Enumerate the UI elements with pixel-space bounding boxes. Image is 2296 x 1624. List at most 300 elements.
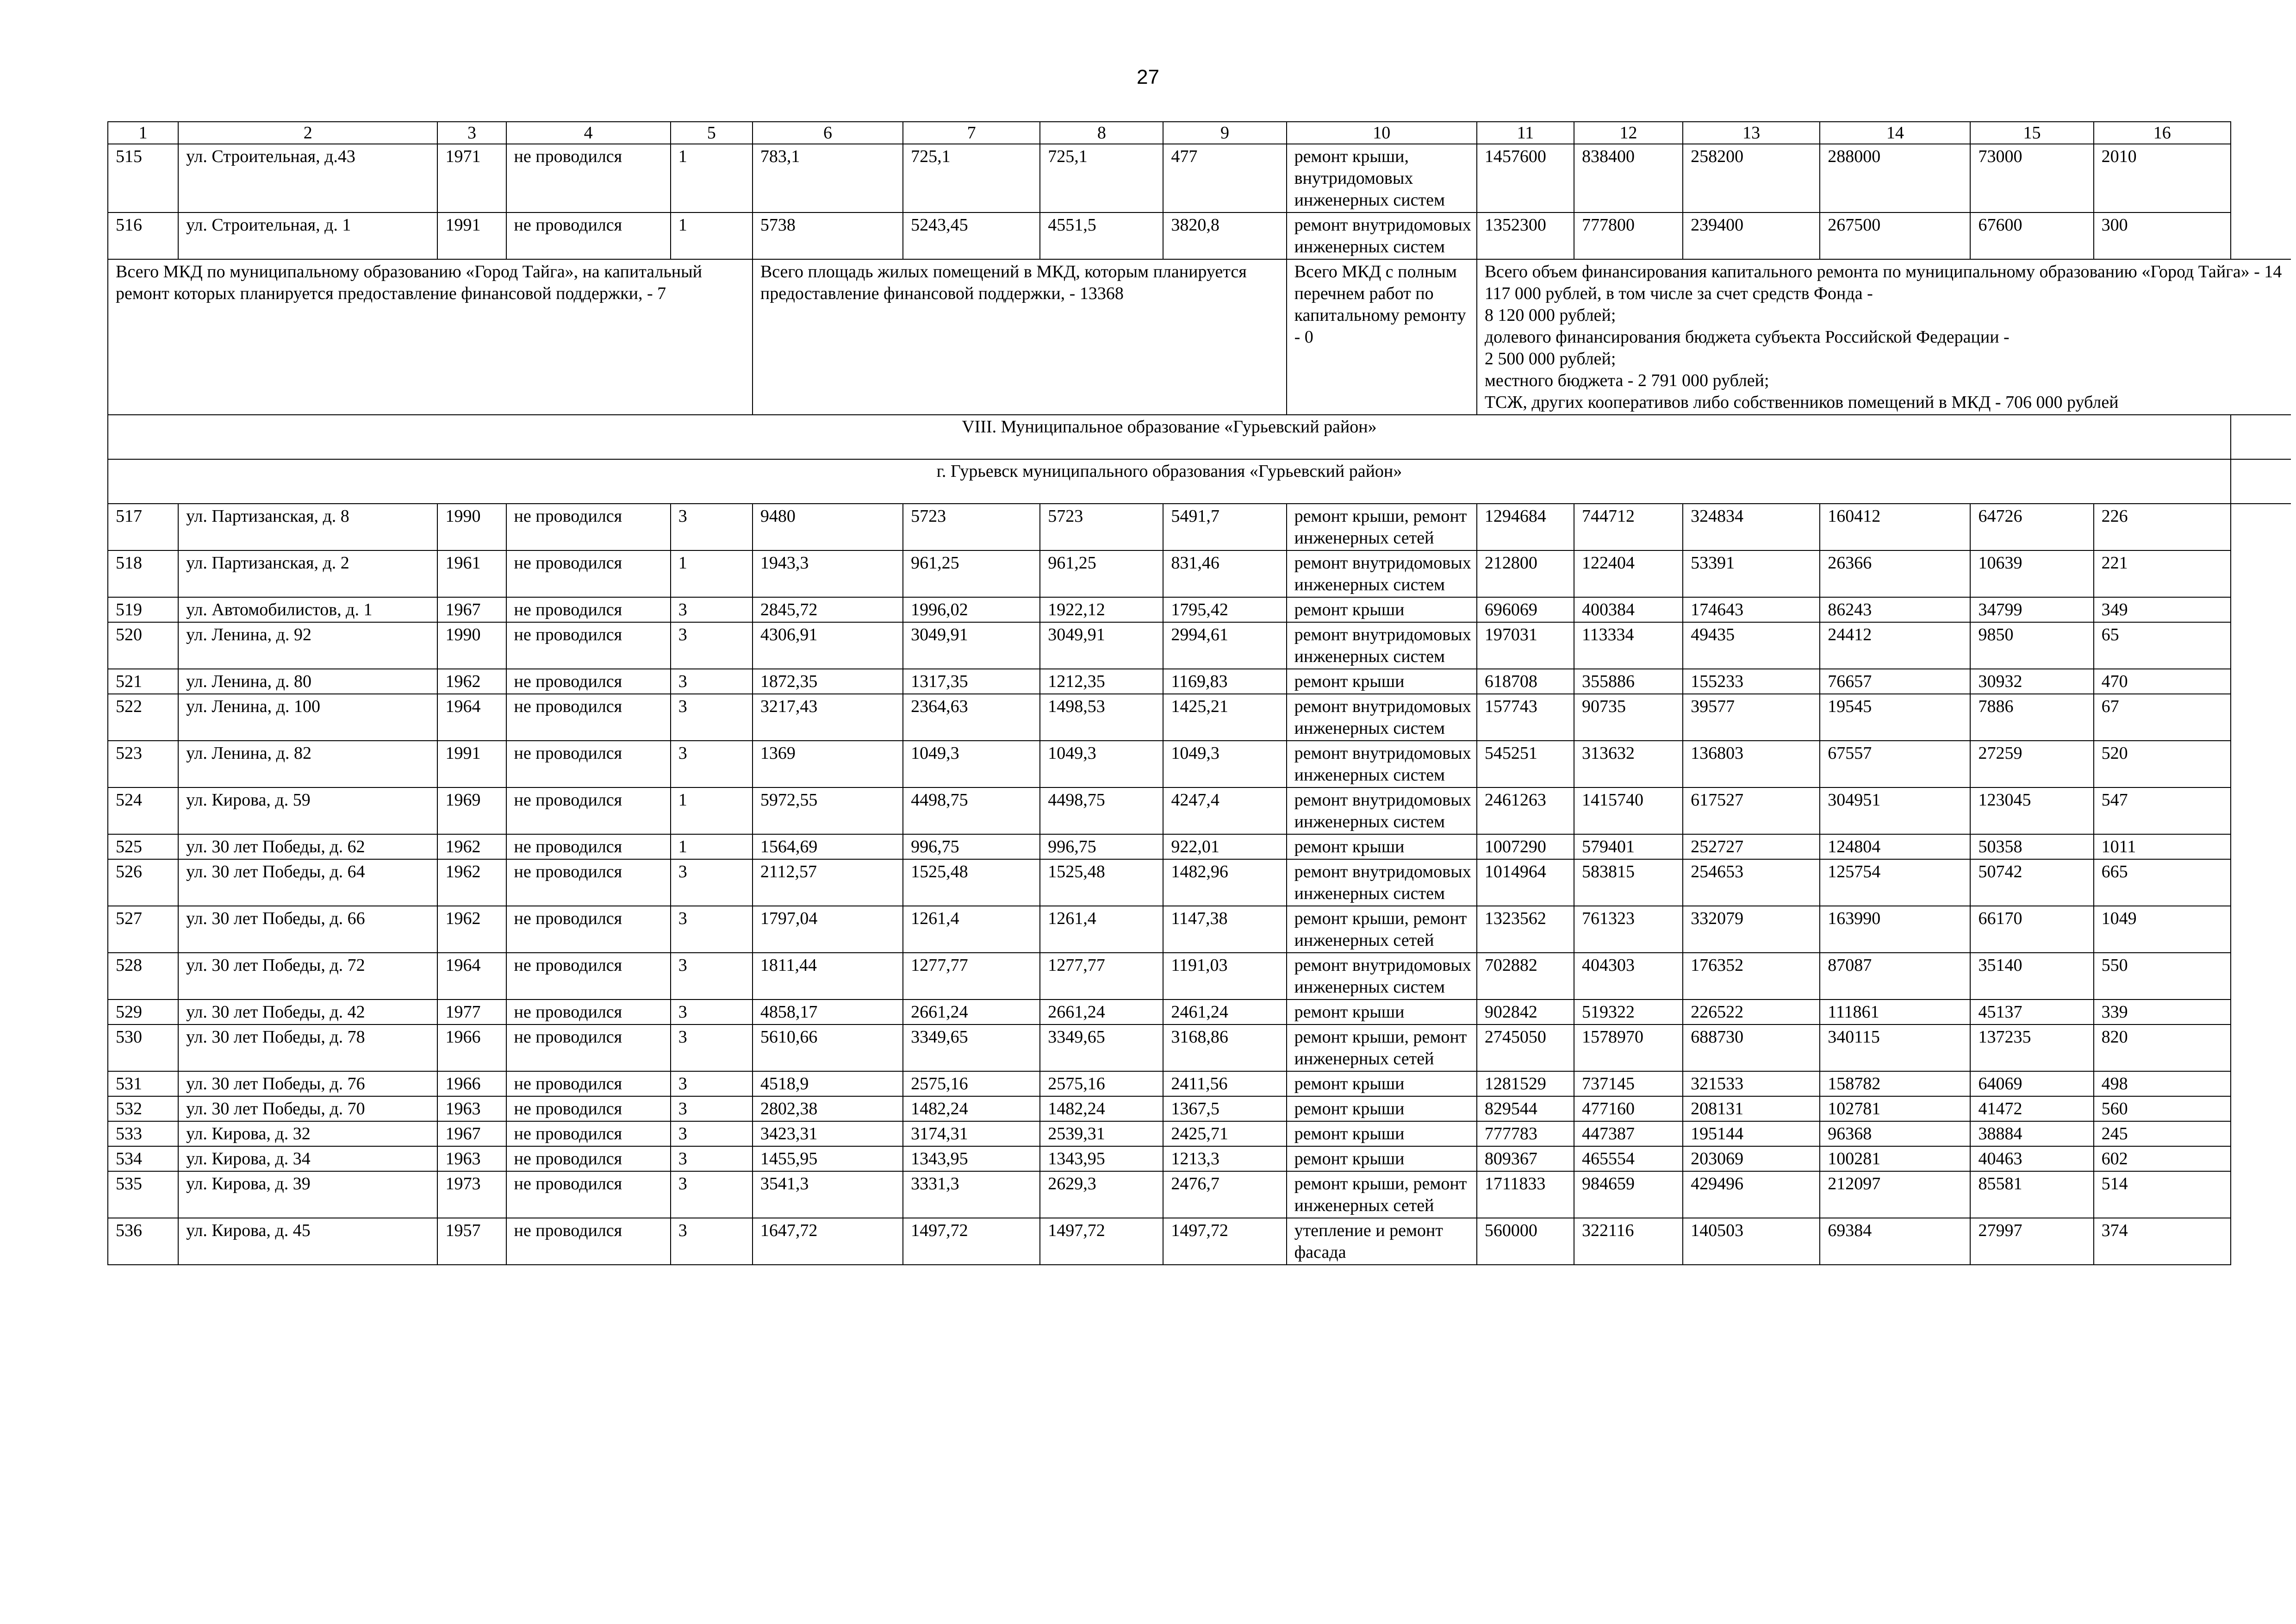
cell-c11: 1457600 [1477, 144, 1574, 212]
cell-c13: 176352 [1683, 953, 1820, 999]
financing-line: долевого финансирования бюджета субъекта Российской Федерации - [1484, 327, 2010, 347]
summary-financing [1477, 259, 2291, 415]
cell-c9: 1367,5 [1163, 1096, 1286, 1121]
section-gutter [2231, 415, 2291, 459]
cell-c15: 85581 [1970, 1171, 2093, 1218]
cell-c14: 267500 [1820, 212, 1970, 259]
cell-c11: 212800 [1477, 550, 1574, 597]
cell-n: 524 [108, 787, 178, 834]
row-gutter [2231, 1146, 2291, 1171]
table-row [108, 550, 2291, 597]
cell-c9: 1191,03 [1163, 953, 1286, 999]
cell-year: 1969 [437, 787, 506, 834]
cell-c5: 1 [671, 144, 753, 212]
cell-addr: ул. Партизанская, д. 2 [178, 550, 437, 597]
cell-c7: 1343,95 [903, 1146, 1040, 1171]
table-row [108, 597, 2291, 622]
cell-c13: 53391 [1683, 550, 1820, 597]
cell-last: не проводился [506, 1146, 671, 1171]
cell-c6: 1872,35 [753, 669, 903, 694]
cell-addr: ул. Автомобилистов, д. 1 [178, 597, 437, 622]
cell-c16: 67 [2094, 694, 2231, 741]
cell-addr: ул. Кирова, д. 32 [178, 1121, 437, 1146]
cell-c6: 4858,17 [753, 999, 903, 1024]
cell-year: 1967 [437, 1121, 506, 1146]
table-row [108, 694, 2291, 741]
cell-c13: 688730 [1683, 1024, 1820, 1071]
cell-c14: 76657 [1820, 669, 1970, 694]
table-row [108, 999, 2291, 1024]
cell-c15: 35140 [1970, 953, 2093, 999]
cell-c15: 64069 [1970, 1071, 2093, 1096]
column-header-13: 13 [1683, 122, 1820, 144]
cell-work: ремонт крыши [1287, 1071, 1477, 1096]
cell-n: 528 [108, 953, 178, 999]
cell-c6: 1797,04 [753, 906, 903, 953]
row-gutter [2231, 212, 2291, 259]
cell-n: 518 [108, 550, 178, 597]
cell-c12: 583815 [1574, 859, 1683, 906]
cell-c11: 1294684 [1477, 504, 1574, 550]
cell-year: 1991 [437, 741, 506, 787]
financing-line: ТСЖ, других кооперативов либо собственников помещений в МКД - 706 000 рублей [1484, 393, 2119, 412]
section-heading-title: VIII. Муниципальное образование «Гурьевский район» [108, 415, 2231, 459]
cell-c15: 34799 [1970, 597, 2093, 622]
cell-c13: 203069 [1683, 1146, 1820, 1171]
financing-line: 8 120 000 рублей; [1484, 306, 1616, 325]
cell-c11: 197031 [1477, 622, 1574, 669]
cell-c16: 498 [2094, 1071, 2231, 1096]
cell-work: ремонт внутридомовых инженерных систем [1287, 859, 1477, 906]
cell-work: ремонт внутридомовых инженерных систем [1287, 787, 1477, 834]
cell-last: не проводился [506, 504, 671, 550]
cell-c12: 744712 [1574, 504, 1683, 550]
cell-year: 1963 [437, 1146, 506, 1171]
cell-c9: 477 [1163, 144, 1286, 212]
cell-c15: 10639 [1970, 550, 2093, 597]
cell-n: 521 [108, 669, 178, 694]
cell-c11: 809367 [1477, 1146, 1574, 1171]
cell-c12: 777800 [1574, 212, 1683, 259]
cell-year: 1964 [437, 694, 506, 741]
cell-c9: 2994,61 [1163, 622, 1286, 669]
cell-n: 527 [108, 906, 178, 953]
row-gutter [2231, 597, 2291, 622]
cell-c7: 4498,75 [903, 787, 1040, 834]
cell-c9: 3820,8 [1163, 212, 1286, 259]
table-row [108, 669, 2291, 694]
cell-c8: 1261,4 [1040, 906, 1163, 953]
cell-last: не проводился [506, 1096, 671, 1121]
cell-n: 526 [108, 859, 178, 906]
cell-addr: ул. Строительная, д. 1 [178, 212, 437, 259]
cell-c5: 3 [671, 906, 753, 953]
cell-c9: 1213,3 [1163, 1146, 1286, 1171]
cell-addr: ул. Кирова, д. 34 [178, 1146, 437, 1171]
cell-c9: 1497,72 [1163, 1218, 1286, 1265]
column-header-16: 16 [2094, 122, 2231, 144]
cell-c6: 4306,91 [753, 622, 903, 669]
cell-year: 1963 [437, 1096, 506, 1121]
cell-c13: 617527 [1683, 787, 1820, 834]
cell-n: 520 [108, 622, 178, 669]
cell-c7: 1277,77 [903, 953, 1040, 999]
cell-c16: 349 [2094, 597, 2231, 622]
cell-c16: 520 [2094, 741, 2231, 787]
cell-c5: 3 [671, 504, 753, 550]
cell-year: 1966 [437, 1071, 506, 1096]
cell-c7: 1525,48 [903, 859, 1040, 906]
cell-c13: 321533 [1683, 1071, 1820, 1096]
table-row [108, 1024, 2291, 1071]
cell-c16: 602 [2094, 1146, 2231, 1171]
cell-c8: 4551,5 [1040, 212, 1163, 259]
cell-c8: 996,75 [1040, 834, 1163, 859]
cell-c15: 41472 [1970, 1096, 2093, 1121]
cell-c6: 1369 [753, 741, 903, 787]
cell-c6: 5972,55 [753, 787, 903, 834]
cell-c7: 1261,4 [903, 906, 1040, 953]
cell-c13: 239400 [1683, 212, 1820, 259]
cell-n: 531 [108, 1071, 178, 1096]
cell-last: не проводился [506, 787, 671, 834]
cell-c7: 5243,45 [903, 212, 1040, 259]
row-gutter [2231, 741, 2291, 787]
cell-addr: ул. Кирова, д. 45 [178, 1218, 437, 1265]
cell-c15: 67600 [1970, 212, 2093, 259]
cell-c7: 2364,63 [903, 694, 1040, 741]
cell-c12: 404303 [1574, 953, 1683, 999]
cell-c14: 304951 [1820, 787, 1970, 834]
cell-c9: 1147,38 [1163, 906, 1286, 953]
cell-c14: 69384 [1820, 1218, 1970, 1265]
cell-c14: 96368 [1820, 1121, 1970, 1146]
cell-c8: 4498,75 [1040, 787, 1163, 834]
cell-work: ремонт внутридомовых инженерных систем [1287, 694, 1477, 741]
cell-c16: 820 [2094, 1024, 2231, 1071]
cell-c5: 3 [671, 1171, 753, 1218]
cell-c13: 226522 [1683, 999, 1820, 1024]
cell-c14: 26366 [1820, 550, 1970, 597]
cell-year: 1957 [437, 1218, 506, 1265]
cell-c16: 1011 [2094, 834, 2231, 859]
cell-last: не проводился [506, 1024, 671, 1071]
section-gutter [2231, 459, 2291, 504]
column-number-header [108, 122, 2291, 144]
cell-year: 1991 [437, 212, 506, 259]
cell-c16: 226 [2094, 504, 2231, 550]
row-gutter [2231, 1171, 2291, 1218]
cell-addr: ул. 30 лет Победы, д. 76 [178, 1071, 437, 1096]
cell-c12: 113334 [1574, 622, 1683, 669]
column-header-2: 2 [178, 122, 437, 144]
cell-c12: 1578970 [1574, 1024, 1683, 1071]
row-gutter [2231, 144, 2291, 212]
cell-c5: 3 [671, 694, 753, 741]
cell-c8: 1497,72 [1040, 1218, 1163, 1265]
table-row [108, 1096, 2291, 1121]
cell-n: 515 [108, 144, 178, 212]
cell-c5: 3 [671, 1071, 753, 1096]
cell-work: ремонт крыши [1287, 834, 1477, 859]
cell-c13: 429496 [1683, 1171, 1820, 1218]
cell-c14: 24412 [1820, 622, 1970, 669]
cell-year: 1990 [437, 504, 506, 550]
subsection-heading [108, 459, 2291, 504]
summary-total-full: Всего МКД с полным перечнем работ по капитальному ремонту - 0 [1287, 259, 1477, 415]
cell-addr: ул. 30 лет Победы, д. 66 [178, 906, 437, 953]
cell-n: 536 [108, 1218, 178, 1265]
cell-c11: 702882 [1477, 953, 1574, 999]
cell-last: не проводился [506, 669, 671, 694]
cell-c13: 195144 [1683, 1121, 1820, 1146]
cell-c16: 300 [2094, 212, 2231, 259]
cell-c11: 1352300 [1477, 212, 1574, 259]
cell-n: 516 [108, 212, 178, 259]
cell-c8: 725,1 [1040, 144, 1163, 212]
cell-c9: 922,01 [1163, 834, 1286, 859]
column-header-5: 5 [671, 122, 753, 144]
financing-line: 2 500 000 рублей; [1484, 349, 1616, 369]
cell-c8: 1498,53 [1040, 694, 1163, 741]
cell-year: 1962 [437, 669, 506, 694]
cell-last: не проводился [506, 622, 671, 669]
cell-c15: 50742 [1970, 859, 2093, 906]
cell-addr: ул. 30 лет Победы, д. 72 [178, 953, 437, 999]
subsection-heading-title: г. Гурьевск муниципального образования «Гурьевский район» [108, 459, 2231, 504]
cell-c11: 1007290 [1477, 834, 1574, 859]
cell-c11: 902842 [1477, 999, 1574, 1024]
cell-c14: 288000 [1820, 144, 1970, 212]
cell-c12: 984659 [1574, 1171, 1683, 1218]
cell-c11: 696069 [1477, 597, 1574, 622]
table-row [108, 859, 2291, 906]
cell-c6: 2845,72 [753, 597, 903, 622]
cell-c12: 355886 [1574, 669, 1683, 694]
cell-c6: 5738 [753, 212, 903, 259]
cell-c16: 514 [2094, 1171, 2231, 1218]
cell-c11: 1014964 [1477, 859, 1574, 906]
financing-line: Всего объем финансирования капитального ремонта по муниципальному образованию «Город Тайга» - 14 117 000 рублей, в том числе за счет средств Фонда - [1484, 262, 2282, 303]
column-header-4: 4 [506, 122, 671, 144]
cell-work: ремонт крыши [1287, 597, 1477, 622]
table-row [108, 953, 2291, 999]
cell-work: ремонт крыши [1287, 1121, 1477, 1146]
column-header-12: 12 [1574, 122, 1683, 144]
column-header-8: 8 [1040, 122, 1163, 144]
cell-n: 535 [108, 1171, 178, 1218]
cell-year: 1961 [437, 550, 506, 597]
cell-c12: 122404 [1574, 550, 1683, 597]
cell-c11: 2745050 [1477, 1024, 1574, 1071]
cell-c6: 1455,95 [753, 1146, 903, 1171]
row-gutter [2231, 1024, 2291, 1071]
cell-c9: 1049,3 [1163, 741, 1286, 787]
cell-c12: 477160 [1574, 1096, 1683, 1121]
cell-c5: 3 [671, 1146, 753, 1171]
row-gutter [2231, 694, 2291, 741]
cell-c13: 332079 [1683, 906, 1820, 953]
cell-c6: 3541,3 [753, 1171, 903, 1218]
row-gutter [2231, 622, 2291, 669]
cell-n: 534 [108, 1146, 178, 1171]
cell-last: не проводился [506, 144, 671, 212]
row-gutter [2231, 1096, 2291, 1121]
cell-c13: 136803 [1683, 741, 1820, 787]
cell-last: не проводился [506, 741, 671, 787]
cell-c5: 3 [671, 1024, 753, 1071]
cell-c7: 1317,35 [903, 669, 1040, 694]
cell-last: не проводился [506, 597, 671, 622]
cell-work: ремонт крыши [1287, 669, 1477, 694]
cell-last: не проводился [506, 999, 671, 1024]
cell-c15: 66170 [1970, 906, 2093, 953]
cell-work: ремонт внутридомовых инженерных систем [1287, 622, 1477, 669]
cell-last: не проводился [506, 953, 671, 999]
cell-c7: 5723 [903, 504, 1040, 550]
cell-c12: 90735 [1574, 694, 1683, 741]
cell-c5: 3 [671, 669, 753, 694]
cell-last: не проводился [506, 1171, 671, 1218]
page-number: 27 [1137, 66, 1159, 88]
cell-c16: 470 [2094, 669, 2231, 694]
cell-addr: ул. 30 лет Победы, д. 70 [178, 1096, 437, 1121]
cell-c9: 2411,56 [1163, 1071, 1286, 1096]
cell-c6: 4518,9 [753, 1071, 903, 1096]
cell-c12: 465554 [1574, 1146, 1683, 1171]
column-header-11: 11 [1477, 122, 1574, 144]
row-gutter [2231, 504, 2291, 550]
cell-addr: ул. 30 лет Победы, д. 62 [178, 834, 437, 859]
cell-c11: 618708 [1477, 669, 1574, 694]
cell-c5: 1 [671, 834, 753, 859]
cell-c8: 1049,3 [1040, 741, 1163, 787]
cell-c13: 208131 [1683, 1096, 1820, 1121]
cell-n: 533 [108, 1121, 178, 1146]
table-row [108, 504, 2291, 550]
cell-c11: 1323562 [1477, 906, 1574, 953]
cell-work: ремонт крыши, ремонт инженерных сетей [1287, 504, 1477, 550]
cell-c12: 737145 [1574, 1071, 1683, 1096]
cell-c9: 1482,96 [1163, 859, 1286, 906]
row-gutter [2231, 1071, 2291, 1096]
cell-year: 1967 [437, 597, 506, 622]
cell-c12: 400384 [1574, 597, 1683, 622]
summary-total-area: Всего площадь жилых помещений в МКД, которым планируется предоставление финансовой поддержки, - 13368 [753, 259, 1287, 415]
cell-c9: 2476,7 [1163, 1171, 1286, 1218]
table-row [108, 1121, 2291, 1146]
cell-c14: 125754 [1820, 859, 1970, 906]
table-row [108, 144, 2291, 212]
section-heading [108, 415, 2291, 459]
cell-c8: 2575,16 [1040, 1071, 1163, 1096]
row-gutter [2231, 834, 2291, 859]
cell-work: ремонт крыши, ремонт инженерных сетей [1287, 1024, 1477, 1071]
cell-addr: ул. Ленина, д. 100 [178, 694, 437, 741]
cell-c6: 2802,38 [753, 1096, 903, 1121]
cell-c8: 961,25 [1040, 550, 1163, 597]
row-gutter [2231, 953, 2291, 999]
cell-c8: 1343,95 [1040, 1146, 1163, 1171]
cell-addr: ул. Ленина, д. 82 [178, 741, 437, 787]
cell-work: ремонт крыши, ремонт инженерных сетей [1287, 1171, 1477, 1218]
cell-c15: 9850 [1970, 622, 2093, 669]
cell-c15: 38884 [1970, 1121, 2093, 1146]
cell-c7: 961,25 [903, 550, 1040, 597]
cell-c13: 174643 [1683, 597, 1820, 622]
cell-c15: 137235 [1970, 1024, 2093, 1071]
cell-c13: 49435 [1683, 622, 1820, 669]
cell-year: 1990 [437, 622, 506, 669]
row-gutter [2231, 787, 2291, 834]
cell-c5: 1 [671, 550, 753, 597]
cell-c5: 1 [671, 787, 753, 834]
cell-c12: 761323 [1574, 906, 1683, 953]
cell-c16: 560 [2094, 1096, 2231, 1121]
cell-c14: 158782 [1820, 1071, 1970, 1096]
cell-last: не проводился [506, 906, 671, 953]
cell-c7: 996,75 [903, 834, 1040, 859]
cell-c5: 3 [671, 741, 753, 787]
cell-c11: 545251 [1477, 741, 1574, 787]
cell-c5: 3 [671, 1121, 753, 1146]
cell-c7: 2661,24 [903, 999, 1040, 1024]
table-row [108, 622, 2291, 669]
table-row [108, 906, 2291, 953]
cell-n: 530 [108, 1024, 178, 1071]
cell-c8: 1922,12 [1040, 597, 1163, 622]
cell-c6: 1647,72 [753, 1218, 903, 1265]
cell-c15: 123045 [1970, 787, 2093, 834]
cell-c14: 86243 [1820, 597, 1970, 622]
cell-c14: 100281 [1820, 1146, 1970, 1171]
cell-c14: 111861 [1820, 999, 1970, 1024]
cell-addr: ул. 30 лет Победы, д. 42 [178, 999, 437, 1024]
cell-addr: ул. Строительная, д.43 [178, 144, 437, 212]
cell-c11: 1711833 [1477, 1171, 1574, 1218]
cell-n: 529 [108, 999, 178, 1024]
cell-addr: ул. 30 лет Победы, д. 64 [178, 859, 437, 906]
cell-c14: 124804 [1820, 834, 1970, 859]
cell-c15: 40463 [1970, 1146, 2093, 1171]
cell-c9: 3168,86 [1163, 1024, 1286, 1071]
table-row [108, 787, 2291, 834]
cell-c16: 65 [2094, 622, 2231, 669]
cell-c14: 160412 [1820, 504, 1970, 550]
cell-c5: 3 [671, 597, 753, 622]
cell-last: не проводился [506, 1071, 671, 1096]
cell-c8: 1525,48 [1040, 859, 1163, 906]
cell-c14: 102781 [1820, 1096, 1970, 1121]
cell-c14: 163990 [1820, 906, 1970, 953]
cell-year: 1973 [437, 1171, 506, 1218]
cell-c8: 1277,77 [1040, 953, 1163, 999]
cell-c14: 212097 [1820, 1171, 1970, 1218]
cell-c16: 1049 [2094, 906, 2231, 953]
cell-c16: 550 [2094, 953, 2231, 999]
cell-c9: 4247,4 [1163, 787, 1286, 834]
cell-c12: 579401 [1574, 834, 1683, 859]
cell-c13: 155233 [1683, 669, 1820, 694]
cell-year: 1962 [437, 906, 506, 953]
cell-c8: 3349,65 [1040, 1024, 1163, 1071]
cell-c15: 27259 [1970, 741, 2093, 787]
cell-c13: 140503 [1683, 1218, 1820, 1265]
cell-c7: 3049,91 [903, 622, 1040, 669]
cell-addr: ул. Ленина, д. 92 [178, 622, 437, 669]
cell-c7: 3174,31 [903, 1121, 1040, 1146]
column-header-10: 10 [1287, 122, 1477, 144]
